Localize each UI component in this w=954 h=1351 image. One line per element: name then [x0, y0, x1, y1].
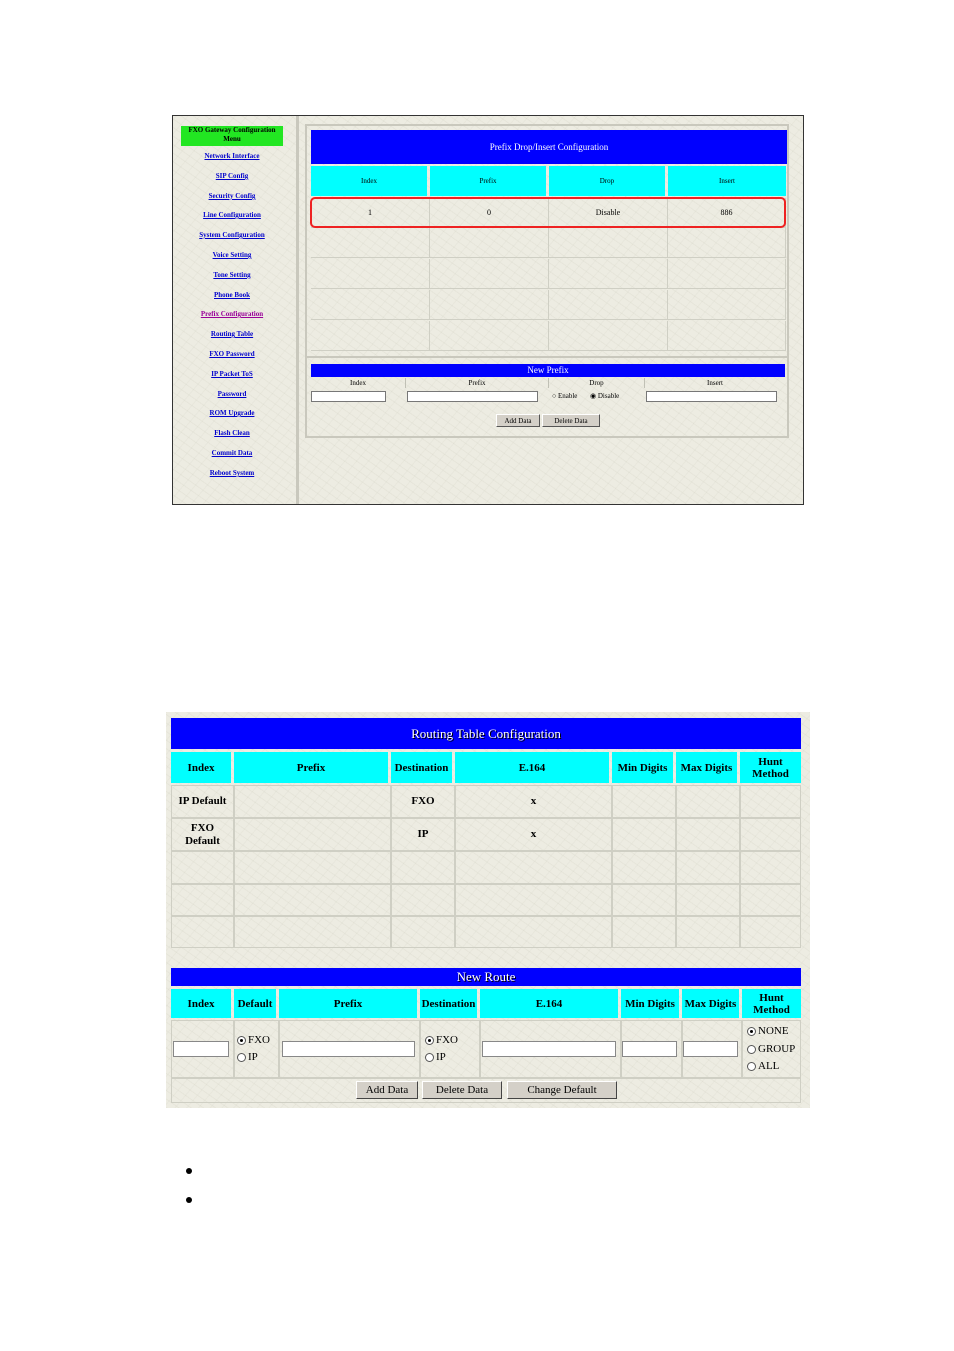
nr-header-e164: E.164	[480, 989, 618, 1018]
empty-cell	[455, 916, 612, 948]
radio-icon	[237, 1053, 246, 1062]
empty-cell	[311, 290, 430, 320]
table-cell	[676, 818, 740, 851]
empty-cell	[171, 916, 234, 948]
menu-security-config[interactable]: Security Config	[208, 192, 256, 200]
prefix-table-title: Prefix Drop/Insert Configuration	[311, 130, 787, 164]
empty-cell	[430, 228, 549, 258]
menu-routing-table[interactable]: Routing Table	[210, 330, 254, 338]
empty-cell	[311, 228, 430, 258]
empty-cell	[740, 884, 801, 916]
table-cell	[234, 785, 391, 818]
nr-header-max-digits: Max Digits	[682, 989, 739, 1018]
add-data-button[interactable]: Add Data	[356, 1081, 418, 1099]
rt-header-min-digits: Min Digits	[612, 752, 673, 783]
table-cell	[676, 785, 740, 818]
add-data-button[interactable]: Add Data	[496, 414, 540, 427]
hunt-group-radio[interactable]: GROUP	[747, 1043, 795, 1055]
prefix-input[interactable]	[407, 391, 538, 402]
np-header-prefix: Prefix	[406, 378, 549, 388]
menu-prefix-configuration[interactable]: Prefix Configuration	[200, 310, 264, 318]
radio-selected-icon	[747, 1027, 756, 1036]
hunt-all-radio[interactable]: ALL	[747, 1060, 779, 1072]
delete-data-button[interactable]: Delete Data	[542, 414, 600, 427]
empty-cell	[234, 851, 391, 884]
empty-cell	[430, 290, 549, 320]
empty-cell	[430, 259, 549, 289]
menu-reboot-system[interactable]: Reboot System	[209, 469, 255, 477]
table-cell: 0	[430, 198, 549, 228]
destination-fxo-radio[interactable]: FXO	[425, 1034, 458, 1046]
routing-table-screenshot	[166, 712, 810, 1108]
col-header-index: Index	[311, 166, 427, 196]
menu-fxo-password[interactable]: FXO Password	[209, 350, 255, 358]
bullet-point	[186, 1168, 192, 1174]
nr-header-destination: Destination	[420, 989, 477, 1018]
menu-commit-data[interactable]: Commit Data	[211, 449, 253, 457]
nr-header-prefix: Prefix	[279, 989, 417, 1018]
np-header-index: Index	[311, 378, 406, 388]
empty-cell	[668, 228, 786, 258]
menu-ip-packet-tos[interactable]: IP Packet ToS	[211, 370, 253, 378]
empty-cell	[234, 916, 391, 948]
prefix-config-screenshot	[172, 115, 804, 505]
empty-cell	[612, 916, 676, 948]
table-cell: Disable	[549, 198, 668, 228]
max-digits-input[interactable]	[683, 1041, 738, 1057]
table-cell: FXO Default	[171, 818, 234, 851]
empty-cell	[171, 851, 234, 884]
table-cell	[234, 818, 391, 851]
rt-header-hunt-method: Hunt Method	[740, 752, 801, 783]
new-prefix-title: New Prefix	[311, 364, 785, 377]
table-cell: 886	[668, 198, 786, 228]
radio-selected-icon	[425, 1036, 434, 1045]
empty-cell	[668, 259, 786, 289]
route-prefix-input[interactable]	[282, 1041, 415, 1057]
menu-network-interface[interactable]: Network Interface	[204, 152, 260, 160]
route-index-input[interactable]	[173, 1041, 229, 1057]
empty-cell	[612, 851, 676, 884]
menu-line-configuration[interactable]: Line Configuration	[203, 211, 261, 219]
table-cell	[740, 785, 801, 818]
table-cell: IP Default	[171, 785, 234, 818]
empty-cell	[391, 851, 455, 884]
rt-header-e164: E.164	[455, 752, 609, 783]
drop-enable-radio[interactable]: ○ Enable	[552, 392, 578, 400]
radio-icon	[747, 1045, 756, 1054]
empty-cell	[234, 884, 391, 916]
table-cell: IP	[391, 818, 455, 851]
config-menu-sidebar	[173, 116, 299, 504]
empty-cell	[455, 884, 612, 916]
menu-system-configuration[interactable]: System Configuration	[199, 231, 265, 239]
empty-cell	[676, 916, 740, 948]
menu-sip-config[interactable]: SIP Config	[215, 172, 249, 180]
delete-data-button[interactable]: Delete Data	[422, 1081, 502, 1099]
nr-header-hunt-method: Hunt Method	[742, 989, 801, 1018]
empty-cell	[430, 321, 549, 351]
menu-password[interactable]: Password	[217, 390, 247, 398]
empty-cell	[549, 290, 668, 320]
menu-voice-setting[interactable]: Voice Setting	[212, 251, 252, 259]
menu-phone-book[interactable]: Phone Book	[214, 291, 250, 299]
menu-title: FXO Gateway Configuration Menu	[181, 126, 283, 146]
empty-cell	[612, 884, 676, 916]
insert-input[interactable]	[646, 391, 777, 402]
empty-cell	[311, 259, 430, 289]
rt-header-max-digits: Max Digits	[676, 752, 737, 783]
empty-cell	[391, 884, 455, 916]
rt-header-prefix: Prefix	[234, 752, 388, 783]
form-cell	[234, 1020, 279, 1078]
change-default-button[interactable]: Change Default	[507, 1081, 617, 1099]
empty-cell	[455, 851, 612, 884]
empty-cell	[676, 851, 740, 884]
index-input[interactable]	[311, 391, 386, 402]
empty-cell	[740, 916, 801, 948]
empty-cell	[668, 290, 786, 320]
rt-header-destination: Destination	[391, 752, 452, 783]
bullet-point	[186, 1197, 192, 1203]
radio-selected-icon	[237, 1036, 246, 1045]
nr-header-index: Index	[171, 989, 231, 1018]
table-cell: 1	[311, 198, 430, 228]
menu-tone-setting[interactable]: Tone Setting	[213, 271, 251, 279]
form-cell	[420, 1020, 480, 1078]
menu-rom-upgrade[interactable]: ROM Upgrade	[209, 409, 255, 417]
hunt-none-radio[interactable]: NONE	[747, 1025, 789, 1037]
new-route-title: New Route	[171, 968, 801, 986]
default-ip-radio[interactable]: IP	[237, 1051, 258, 1063]
table-cell	[612, 818, 676, 851]
nr-header-min-digits: Min Digits	[621, 989, 679, 1018]
empty-cell	[676, 884, 740, 916]
col-header-insert: Insert	[668, 166, 786, 196]
np-header-insert: Insert	[707, 379, 723, 387]
empty-cell	[171, 884, 234, 916]
table-cell: x	[455, 785, 612, 818]
col-header-drop: Drop	[549, 166, 665, 196]
radio-icon	[747, 1062, 756, 1071]
table-cell	[740, 818, 801, 851]
drop-disable-radio[interactable]: ◉ Disable	[590, 392, 620, 400]
empty-cell	[740, 851, 801, 884]
highlight-box	[310, 197, 786, 228]
empty-cell	[549, 259, 668, 289]
destination-ip-radio[interactable]: IP	[425, 1051, 446, 1063]
empty-cell	[391, 916, 455, 948]
new-prefix-panel	[305, 356, 789, 438]
col-header-prefix: Prefix	[430, 166, 546, 196]
table-cell: FXO	[391, 785, 455, 818]
empty-cell	[311, 321, 430, 351]
table-cell	[612, 785, 676, 818]
route-e164-input[interactable]	[482, 1041, 616, 1057]
rt-header-index: Index	[171, 752, 231, 783]
np-header-drop: Drop	[549, 378, 645, 388]
default-fxo-radio[interactable]: FXO	[237, 1034, 270, 1046]
menu-flash-clean[interactable]: Flash Clean	[214, 429, 250, 437]
empty-cell	[549, 228, 668, 258]
radio-icon	[425, 1053, 434, 1062]
nr-header-default: Default	[234, 989, 276, 1018]
routing-table-title: Routing Table Configuration	[171, 718, 801, 749]
min-digits-input[interactable]	[622, 1041, 677, 1057]
empty-cell	[668, 321, 786, 351]
table-cell: x	[455, 818, 612, 851]
empty-cell	[549, 321, 668, 351]
